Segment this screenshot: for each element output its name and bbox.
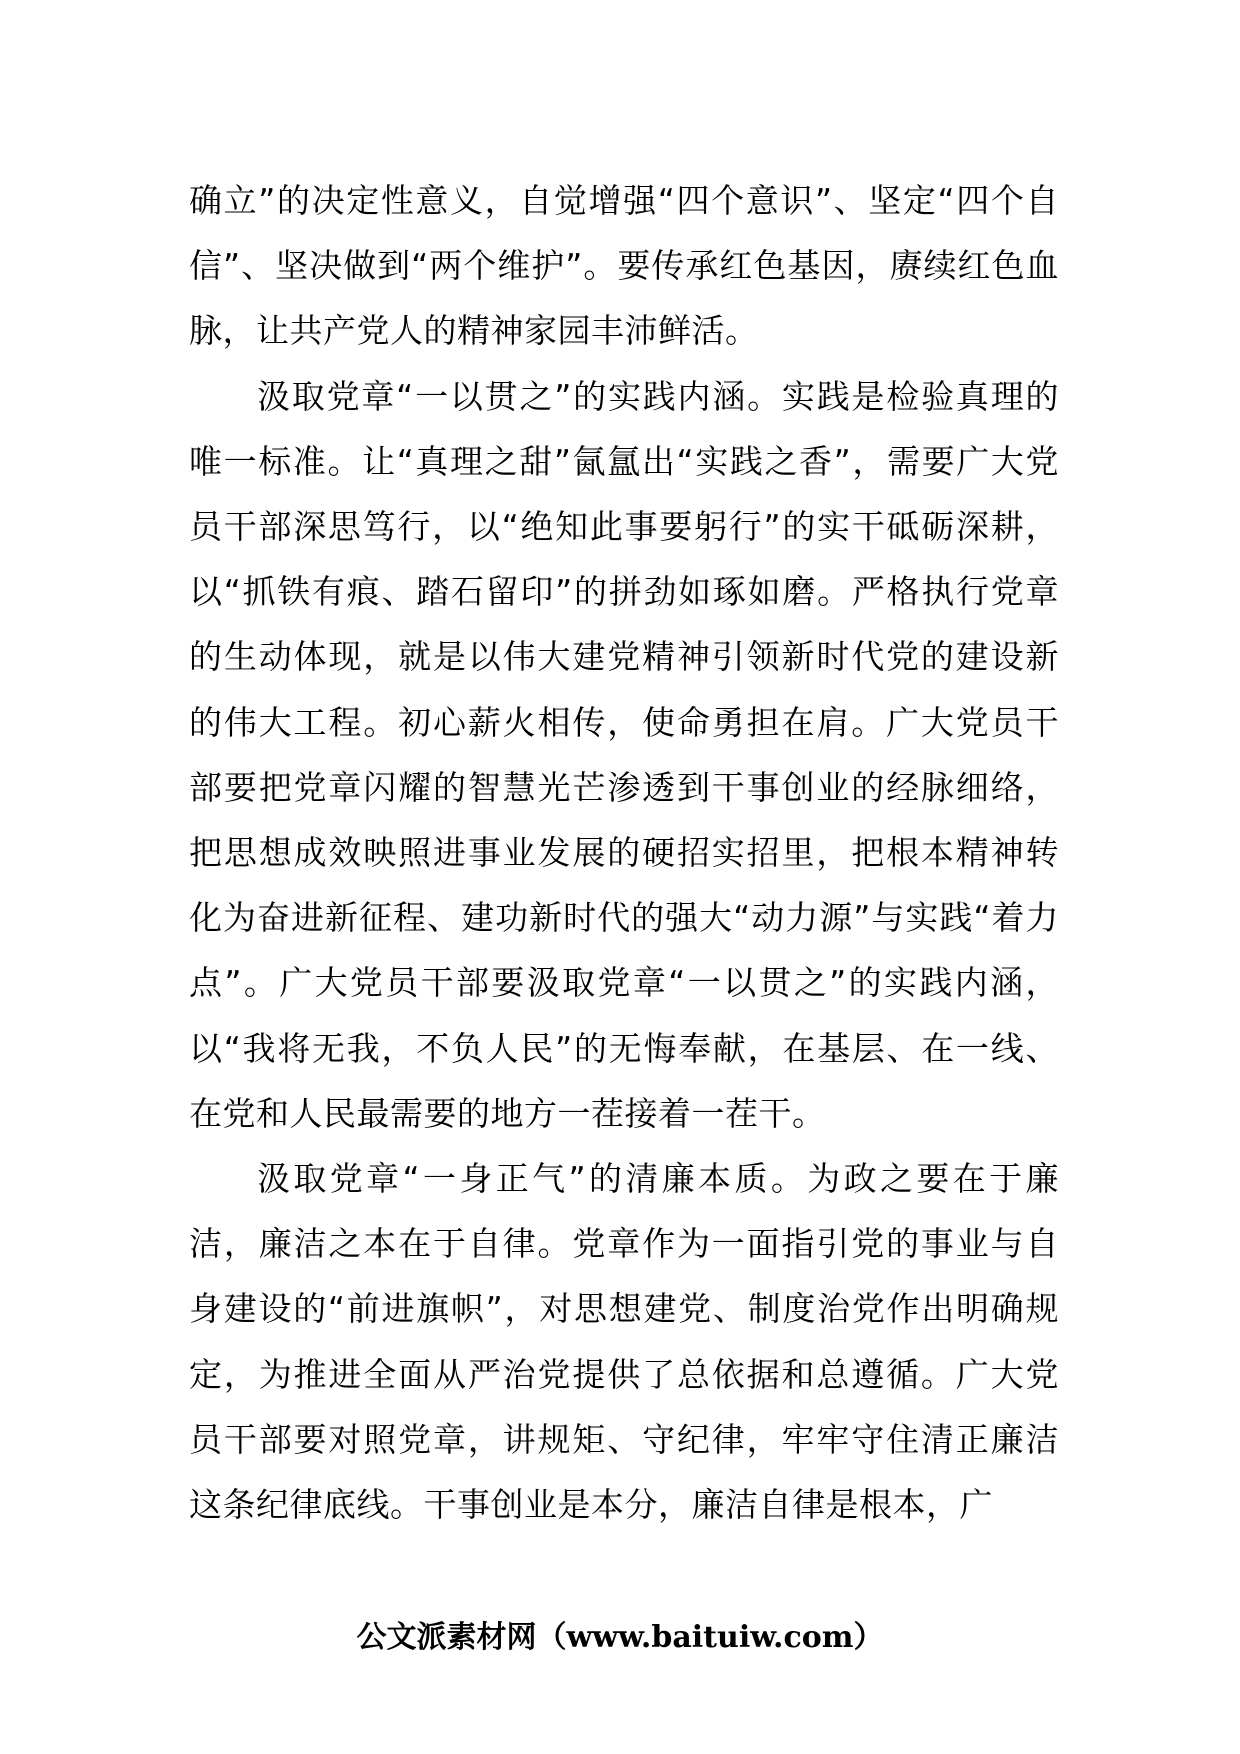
paragraph-3: 汲取党章“一身正气”的清廉本质。为政之要在于廉洁，廉洁之本在于自律。党章作为一面指引党的事业与自身建设的“前进旗帜”，对思想建党、制度治党作出明确规定，为推进全面从严治党提供了总依据和总遵循。广大党员干部要对照党章，讲规矩、守纪律，牢牢守住清正廉洁这条纪律底线。干事创业是本分，廉洁自律是根本，广 xyxy=(189,1159,1059,1525)
footer-source-text: 公文派素材网（www.baituiw.com） xyxy=(356,1620,884,1655)
paragraph-2: 汲取党章“一以贯之”的实践内涵。实践是检验真理的唯一标准。让“真理之甜”氤氲出“实践之香”，需要广大党员干部深思笃行，以“绝知此事要躬行”的实干砥砺深耕，以“抓铁有痕、踏石留印”的拼劲如琢如磨。严格执行党章的生动体现，就是以伟大建党精神引领新时代党的建设新的伟大工程。初心薪火相传，使命勇担在肩。广大党员干部要把党章闪耀的智慧光芒渗透到干事创业的经脉细络，把思想成效映照进事业发展的硬招实招里，把根本精神转化为奋进新征程、建功新时代的强大“动力源”与实践“着力点”。广大党员干部要汲取党章“一以贯之”的实践内涵，以“我将无我，不负人民”的无悔奉献，在基层、在一线、在党和人民最需要的地方一茬接着一茬干。 xyxy=(189,376,1059,1133)
paragraph-1: 确立”的决定性意义，自觉增强“四个意识”、坚定“四个自信”、坚决做到“两个维护”。要传承红色基因，赓续红色血脉，让共产党人的精神家园丰沛鲜活。 xyxy=(189,181,1059,351)
document-body xyxy=(189,168,1059,1537)
